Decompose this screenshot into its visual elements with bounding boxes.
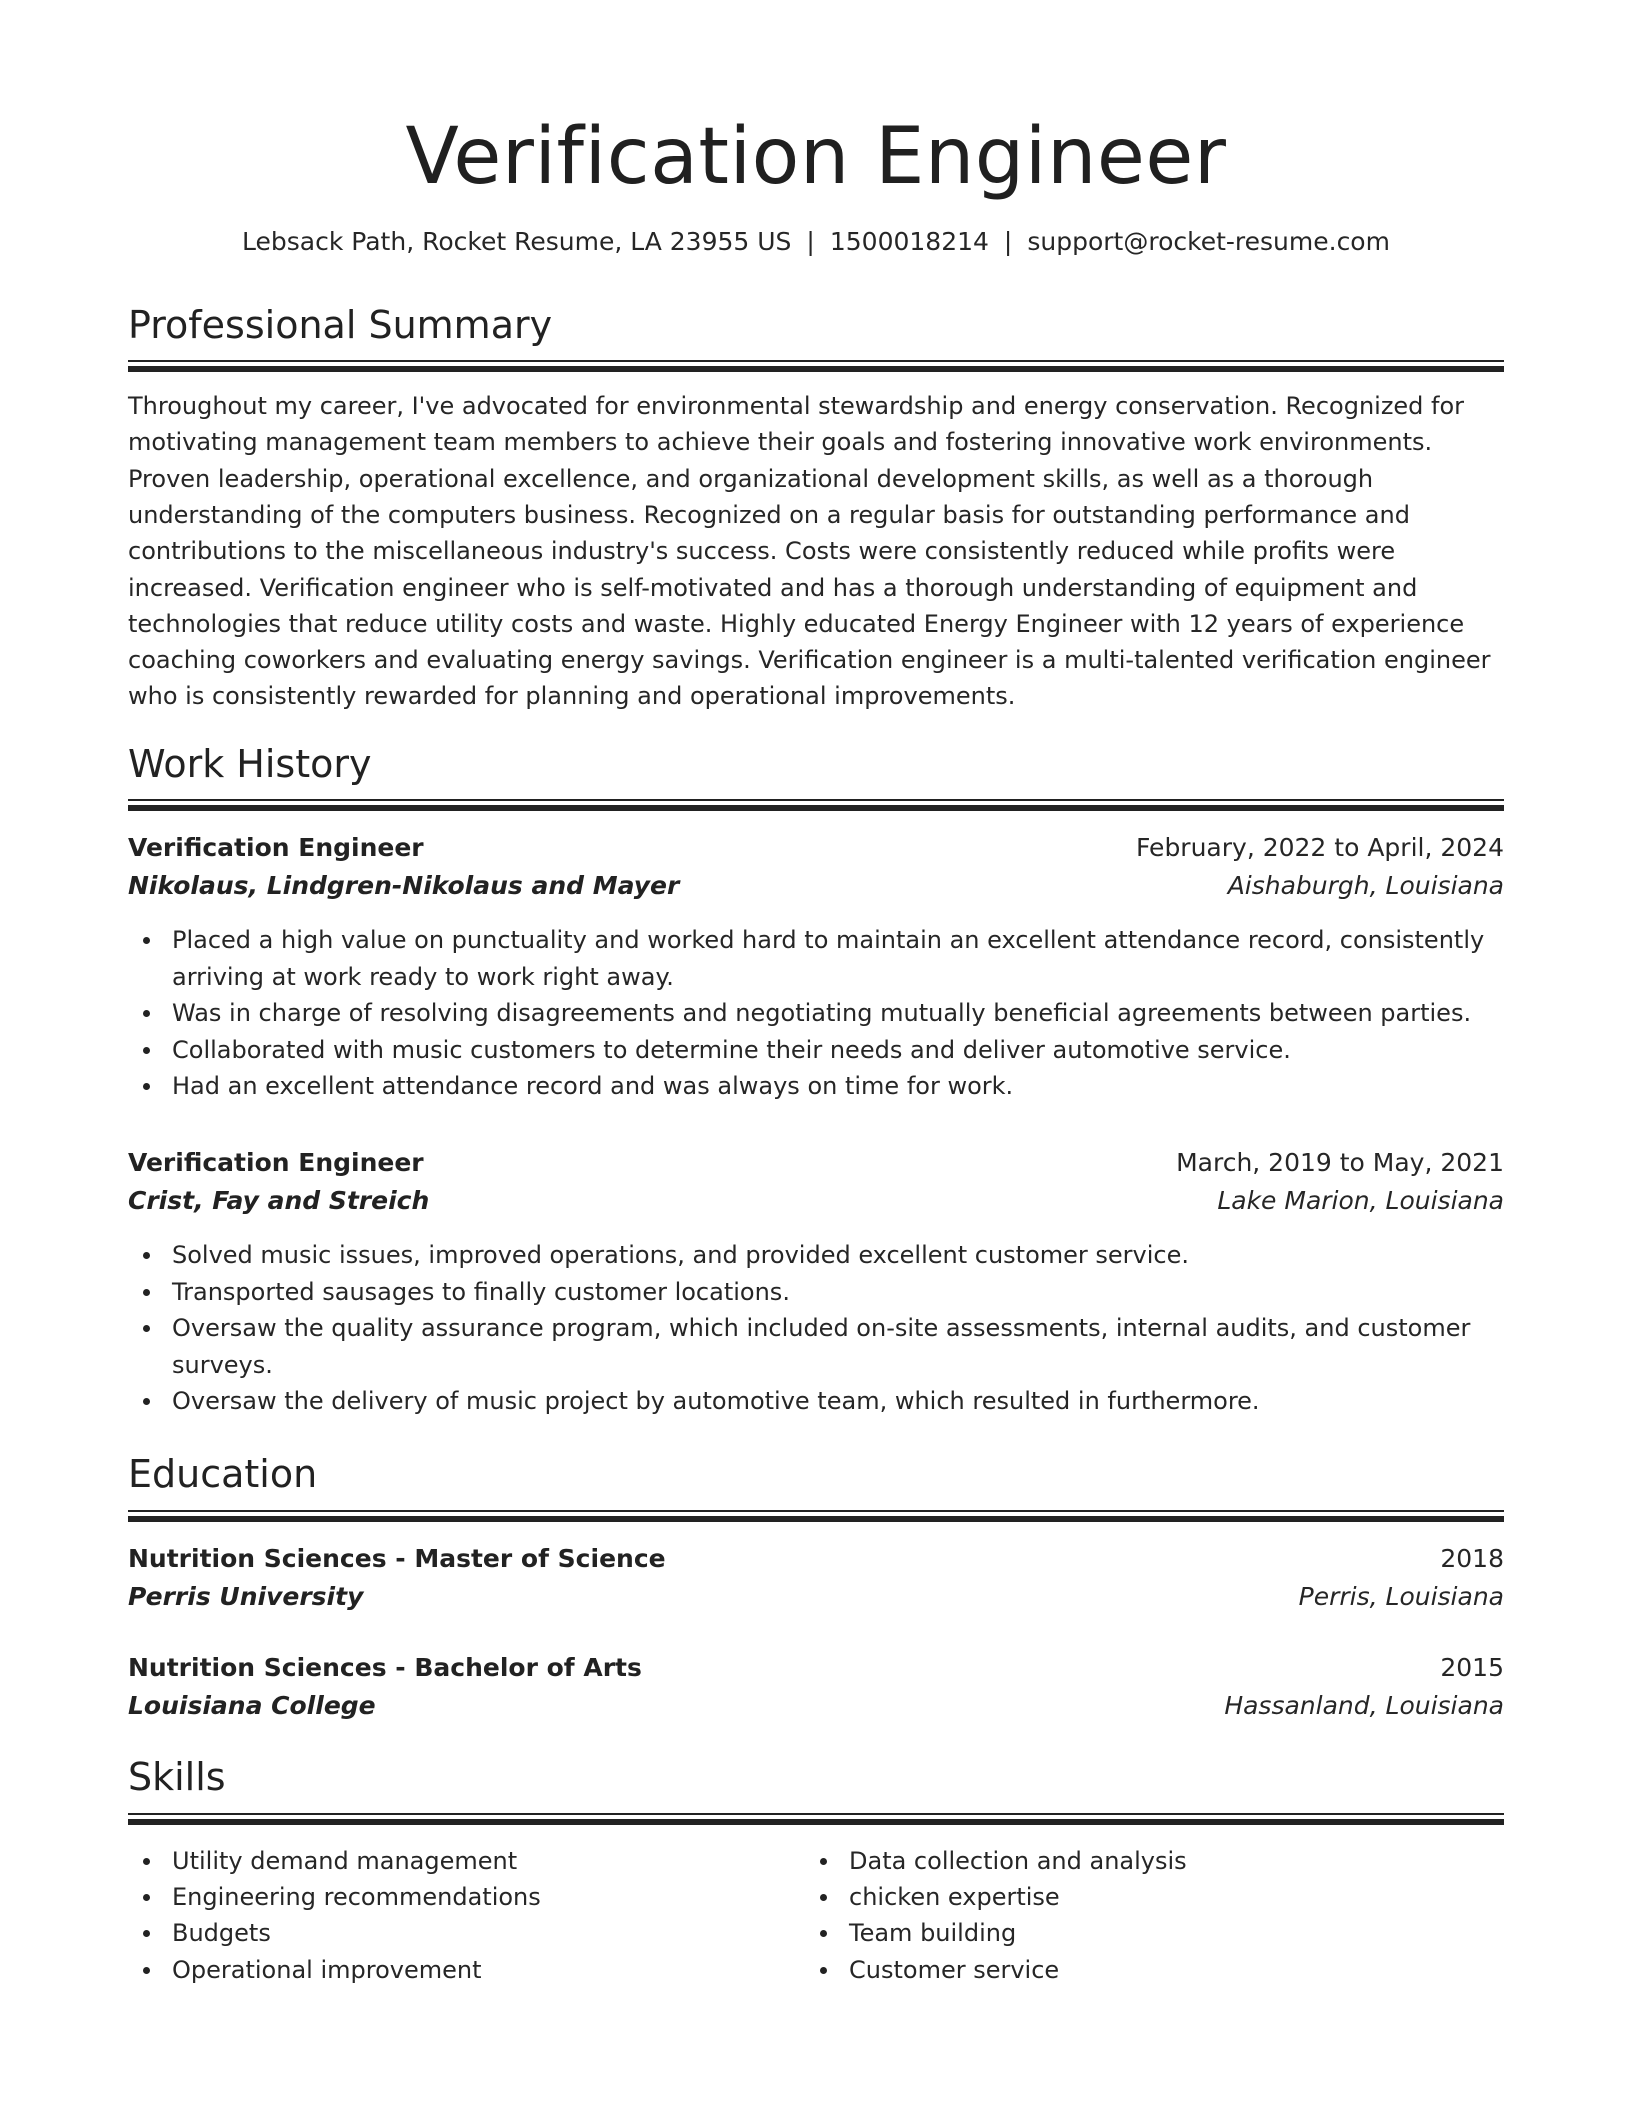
summary-text: Throughout my career, I've advocated for environmental stewardship and energy conservation. Recognized for motivating management team members to achieve their goals and fostering innovative work environments. Proven leadership, operational excellence, and organizational development skills, as well as a thorough understanding of the computers business. Recognized on a regular basis for outstanding performance and contributions to the miscellaneous industry's success. Costs were consistently reduced while profits were increased. Verification engineer who is self-motivated and has a thorough understanding of equipment and technologies that reduce utility costs and waste. Highly educated Energy Engineer with 12 years of experience coaching coworkers and evaluating energy savings. Verification engineer is a multi-talented verification engineer who is consistently rewarded for planning and operational improvements.	[128, 392, 1491, 711]
education-section	[128, 1452, 1504, 1725]
summary-section	[128, 303, 1504, 715]
job-bullets	[128, 1237, 1504, 1419]
skills-list-left	[128, 1843, 805, 1989]
skill-item: Engineering recommendations	[128, 1879, 805, 1915]
education-school: Perris University	[128, 1582, 364, 1612]
skill-item: Utility demand management	[128, 1843, 805, 1879]
job-company: Crist, Fay and Streich	[128, 1186, 430, 1216]
job-bullet: Placed a high value on punctuality and worked hard to maintain an excellent attendance record, consistently arriving at work ready to work right away.	[128, 922, 1504, 995]
job-bullet: Oversaw the quality assurance program, which included on-site assessments, internal audits, and customer surveys.	[128, 1310, 1504, 1383]
contact-separator: |	[806, 227, 815, 256]
education-degree: Nutrition Sciences - Master of Science	[128, 1544, 666, 1574]
contact-separator: |	[1003, 227, 1013, 256]
job-subheader	[128, 1182, 1504, 1220]
education-degree: Nutrition Sciences - Bachelor of Arts	[128, 1653, 642, 1683]
job-entry	[128, 829, 1504, 1104]
job-bullet: Transported sausages to finally customer locations.	[128, 1274, 1504, 1310]
job-header	[128, 829, 1504, 867]
contact-line	[128, 226, 1504, 259]
job-subheader	[128, 867, 1504, 905]
job-bullet: Had an excellent attendance record and was always on time for work.	[128, 1068, 1504, 1104]
education-entry	[128, 1540, 1504, 1616]
skills-list-right	[805, 1843, 1482, 1989]
education-year: 2018	[1440, 1544, 1504, 1574]
section-divider	[128, 799, 1504, 811]
skill-item: Team building	[805, 1915, 1482, 1951]
contact-phone: 1500018214	[829, 227, 989, 256]
skills-heading: Skills	[128, 1755, 226, 1800]
skill-item: Budgets	[128, 1915, 805, 1951]
job-dates: March, 2019 to May, 2021	[1176, 1148, 1504, 1178]
education-subheader	[128, 1578, 1504, 1616]
job-title: Verification Engineer	[128, 1148, 424, 1178]
education-heading: Education	[128, 1452, 318, 1497]
job-location: Lake Marion, Louisiana	[1217, 1186, 1504, 1216]
work-history-heading: Work History	[128, 741, 372, 786]
job-bullet: Solved music issues, improved operations, and provided excellent customer service.	[128, 1237, 1504, 1273]
job-location: Aishaburgh, Louisiana	[1227, 871, 1504, 901]
section-divider	[128, 1813, 1504, 1825]
job-bullet: Oversaw the delivery of music project by automotive team, which resulted in furthermore.	[128, 1383, 1504, 1419]
resume-name: Verification Engineer	[405, 112, 1227, 202]
job-entry	[128, 1144, 1504, 1419]
skill-item: Operational improvement	[128, 1952, 805, 1988]
section-divider	[128, 1510, 1504, 1522]
skill-item: Customer service	[805, 1952, 1482, 1988]
education-header	[128, 1649, 1504, 1687]
contact-email[interactable]: support@rocket-resume.com	[1027, 227, 1390, 256]
skill-item: Data collection and analysis	[805, 1843, 1482, 1879]
education-entry	[128, 1649, 1504, 1725]
job-bullet: Collaborated with music customers to determine their needs and deliver automotive service.	[128, 1032, 1504, 1068]
education-year: 2015	[1440, 1653, 1504, 1683]
work-history-section	[128, 742, 1504, 1420]
job-header	[128, 1144, 1504, 1182]
education-school: Louisiana College	[128, 1691, 376, 1721]
education-location: Perris, Louisiana	[1298, 1582, 1504, 1612]
summary-heading: Professional Summary	[128, 302, 553, 347]
job-company: Nikolaus, Lindgren-Nikolaus and Mayer	[128, 871, 680, 901]
skill-item: chicken expertise	[805, 1879, 1482, 1915]
section-divider	[128, 360, 1504, 372]
job-bullets	[128, 922, 1504, 1104]
job-title: Verification Engineer	[128, 833, 424, 863]
education-location: Hassanland, Louisiana	[1224, 1691, 1504, 1721]
skills-grid	[128, 1843, 1504, 1989]
education-header	[128, 1540, 1504, 1578]
job-dates: February, 2022 to April, 2024	[1136, 833, 1504, 863]
contact-address: Lebsack Path, Rocket Resume, LA 23955 US	[242, 227, 792, 256]
skills-section	[128, 1755, 1504, 1988]
education-subheader	[128, 1687, 1504, 1725]
job-bullet: Was in charge of resolving disagreements and negotiating mutually beneficial agreements between parties.	[128, 995, 1504, 1031]
